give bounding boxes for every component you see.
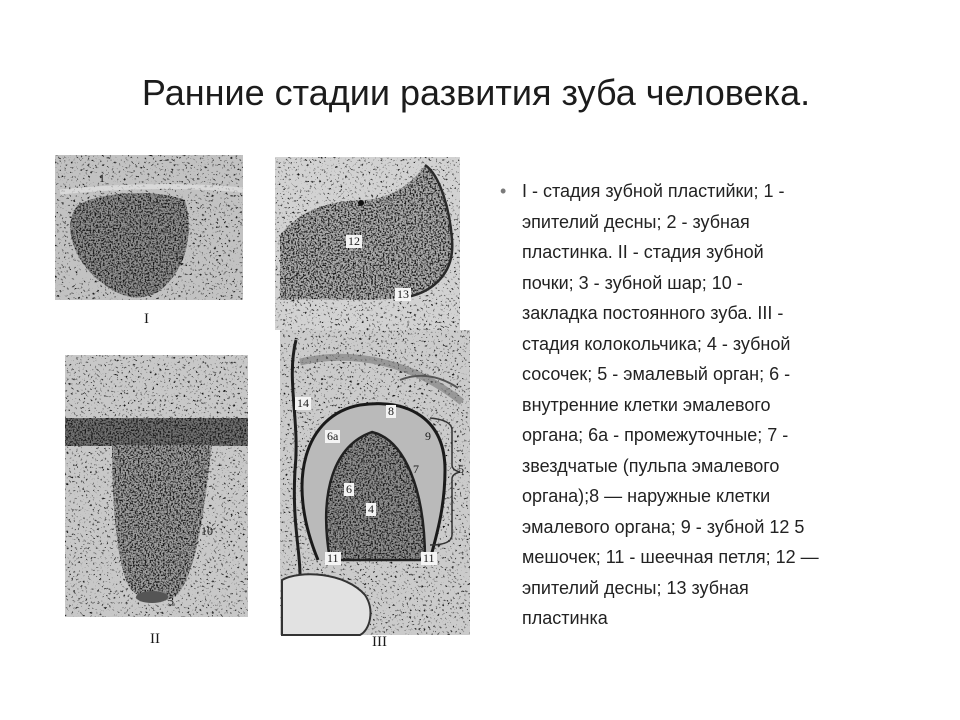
legend-line: сосочек; 5 - эмалевый орган; 6 - [522,364,791,384]
legend-line: эмалевого органа; 9 - зубной 12 5 [522,516,805,537]
panel-1-dental-lamina [55,155,243,300]
legend-line: органа; 6а - промежуточные; 7 - [522,425,789,445]
panel-2-bud-tip [136,591,168,603]
legend-line: органа);8 — наружные клетки [522,486,771,506]
legend-line: внутренние клетки эмалевого [522,394,771,415]
legend-line: мешочек; 11 - шеечная петля; 12 — [522,547,819,567]
legend-line: пластинка. II - стадия зубной [522,242,764,262]
legend-line: пластинка [522,608,608,628]
figure-label-2: 2 [178,253,184,267]
legend-line: закладка постоянного зуба. III - [522,303,784,323]
figure-label-6a: 6a [327,429,339,443]
legend-line: эпителий десны; 13 зубная [522,577,749,598]
bullet-marker: • [500,181,507,201]
figure-label-8: 8 [388,404,394,418]
figure-label-1: 1 [99,171,105,185]
figure-label-6: 6 [346,482,352,496]
figure-label-11-left: 11 [327,551,339,565]
legend-line: почки; 3 - зубной шар; 10 - [522,272,743,293]
slide-title: Ранние стадии развития зуба человека. [141,72,811,113]
caption-panel-1: I [144,311,149,327]
figure-label-7: 7 [413,462,419,476]
panel-2-tooth-bud [65,355,248,617]
legend-line: I - стадия зубной пластийки; 1 - [522,181,785,201]
panel-3-bottom-bell-stage [280,330,470,635]
figure-label-10: 10 [201,524,213,538]
legend-text [522,176,819,634]
legend-line: стадия колокольчика; 4 - зубной [522,333,791,354]
figure-label-9: 9 [425,429,431,443]
panel-3-top-dot [358,200,364,206]
figure-label-11-right: 11 [423,551,435,565]
panel-2-band-texture [65,418,248,446]
figure-label-5: 5 [458,462,464,476]
figure-label-12: 12 [348,234,360,248]
legend-line: звездчатые (пульпа эмалевого [522,455,780,476]
caption-panel-3: III [372,634,387,650]
figure-label-4: 4 [368,502,374,516]
caption-panel-2: II [150,631,160,647]
figure-label-14: 14 [297,396,309,410]
panel-3-top-gum [275,157,460,330]
figure-label-13: 13 [397,287,409,301]
legend-line: эпителий десны; 2 - зубная [522,211,750,232]
figure-label-3: 3 [168,594,174,608]
